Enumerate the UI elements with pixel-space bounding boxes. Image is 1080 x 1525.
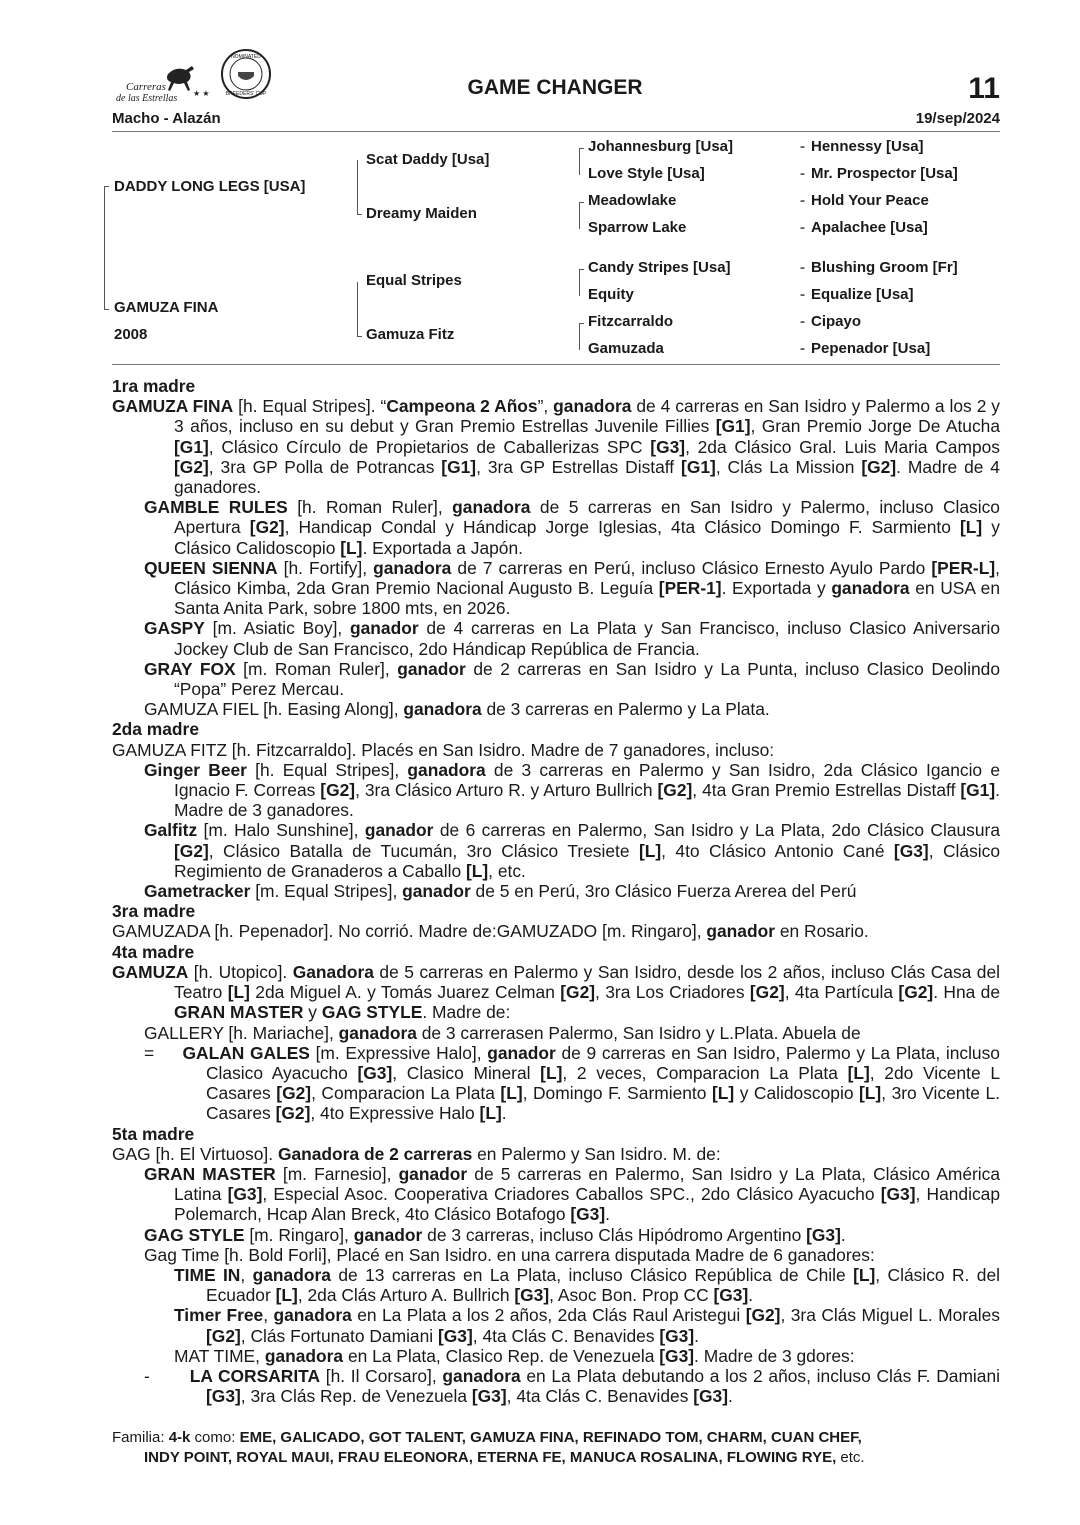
- bracket: [579, 269, 580, 296]
- divider-pedigree: [112, 364, 1000, 365]
- family-code: 4-k: [168, 1429, 191, 1446]
- bracket-tick: [104, 309, 109, 310]
- section-heading: 1ra madre: [112, 376, 196, 396]
- dam-name: GAMUZA FINA: [114, 299, 219, 316]
- produce-entry: GALLERY [h. Mariache], ganadora de 3 carrerasen Palermo, San Isidro y L.Plata. Abuela de: [144, 1022, 861, 1043]
- dam-entry: GAMUZA FINA [h. Equal Stripes]. “Campeona 2 Años”, ganadora de 4 carreras en San Isidro y Palermo a los 2 y 3 años, incluso en su debut y Gran Premio Estrellas Juvenile Fillies [G1], Gran Premio Jorge De Atucha [G1], Clásico Círculo de Propietarios de Caballerizas SPC [G3], 2da Clásico Gral. Luis Maria Campos [G2], 3ra GP Polla de Potrancas [G1], 3ra GP Estrellas Distaff [G1], Clás La Mission [G2]. Madre de 4 ganadores.: [112, 396, 1001, 498]
- section-heading: 2da madre: [112, 719, 199, 740]
- produce-entry: GAMBLE RULES [h. Roman Ruler], ganadora de 5 carreras en San Isidro y Palermo, incluso Clasico Apertura [G2], Handicap Condal y Hándicap Jorge Iglesias, 4ta Clásico Domingo F. Sarmiento [L] y Clásico Calidoscopio [L]. Exportada a Japón.: [144, 497, 1000, 558]
- dam-entry: GAMUZA FITZ [h. Fitzcarraldo]. Placés en San Isidro. Madre de 7 ganadores, incluso:: [112, 739, 775, 760]
- bracket: [579, 202, 580, 229]
- pedigree-gen2: Scat Daddy [Usa]: [366, 151, 490, 168]
- bracket: [579, 148, 580, 175]
- pedigree-gen4: Apalachee [Usa]: [811, 219, 928, 236]
- pedigree-gen4: Hold Your Peace: [811, 192, 929, 209]
- pedigree-gen4: Blushing Groom [Fr]: [811, 259, 958, 276]
- produce-entry: Gametracker [m. Equal Stripes], ganador de 5 en Perú, 3ro Clásico Fuerza Arerea del Perú: [144, 881, 857, 902]
- produce-record: [112, 376, 1000, 1406]
- dash: -: [800, 259, 805, 276]
- svg-text:BREEDERS' CUP: BREEDERS' CUP: [225, 91, 267, 97]
- svg-text:de las Estrellas: de las Estrellas: [116, 93, 178, 104]
- pedigree-gen4: Hennessy [Usa]: [811, 138, 924, 155]
- dash: -: [800, 286, 805, 303]
- bracket: [104, 186, 105, 310]
- produce-entry: GASPY [m. Asiatic Boy], ganador de 4 carreras en La Plata y San Francisco, incluso Clasico Aniversario Jockey Club de San Francisco, 2do Hándicap República de Francia.: [144, 618, 1000, 659]
- produce-entry: MAT TIME, ganadora en La Plata, Clasico Rep. de Venezuela [G3]. Madre de 3 gdores:: [174, 1345, 855, 1366]
- pedigree-table: [0, 0, 1080, 370]
- bracket-tick: [579, 202, 584, 203]
- bracket: [579, 323, 580, 350]
- section-heading: 5ta madre: [112, 1123, 195, 1144]
- pedigree-gen2: Gamuza Fitz: [366, 326, 455, 343]
- lot-number: 11: [968, 72, 1000, 105]
- dam-year: 2008: [114, 326, 148, 343]
- pedigree-gen3: Gamuzada: [588, 340, 664, 357]
- pedigree-gen3: Equity: [588, 286, 634, 303]
- dam-entry: GAMUZADA [h. Pepenador]. No corrió. Madre de:GAMUZADO [m. Ringaro], ganador en Rosario.: [112, 921, 869, 942]
- family-como: como:: [194, 1429, 236, 1446]
- dam-entry: GAG [h. El Virtuoso]. Ganadora de 2 carreras en Palermo y San Isidro. M. de:: [112, 1143, 721, 1164]
- produce-entry: GAG STYLE [m. Ringaro], ganador de 3 carreras, incluso Clás Hipódromo Argentino [G3].: [144, 1224, 846, 1245]
- pedigree-gen4: Mr. Prospector [Usa]: [811, 165, 958, 182]
- svg-text:★ ★: ★ ★: [193, 89, 210, 98]
- dash: -: [800, 313, 805, 330]
- pedigree-gen2: Dreamy Maiden: [366, 205, 477, 222]
- family-label: Familia:: [112, 1429, 165, 1446]
- svg-text:Carreras: Carreras: [126, 81, 166, 93]
- pedigree-gen3: Fitzcarraldo: [588, 313, 674, 330]
- pedigree-gen3: Candy Stripes [Usa]: [588, 259, 731, 276]
- pedigree-gen4: Equalize [Usa]: [811, 286, 914, 303]
- pedigree-gen3: Sparrow Lake: [588, 219, 687, 236]
- dash: -: [800, 219, 805, 236]
- bracket: [357, 282, 358, 336]
- pedigree-gen4: Pepenador [Usa]: [811, 340, 931, 357]
- produce-entry: Ginger Beer [h. Equal Stripes], ganadora de 3 carreras en Palermo y San Isidro, 2da Clásico Igancio e Ignacio F. Correas [G2], 3ra Clásico Arturo R. y Arturo Bullrich [G2], 4ta Gran Premio Estrellas Distaff [G1]. Madre de 3 ganadores.: [144, 759, 1000, 821]
- svg-text:NOMINATED: NOMINATED: [231, 54, 261, 60]
- pedigree-gen3: Love Style [Usa]: [588, 165, 705, 182]
- pedigree-gen3: Meadowlake: [588, 192, 677, 209]
- section-heading: 4ta madre: [112, 941, 195, 962]
- pedigree-gen3: Johannesburg [Usa]: [588, 138, 734, 155]
- produce-entry: TIME IN, ganadora de 13 carreras en La Plata, incluso Clásico República de Chile [L], Clásico R. del Ecuador [L], 2da Clás Arturo A. Bullrich [G3], Asoc Bon. Prop CC [G3].: [174, 1264, 1000, 1306]
- bracket-tick: [357, 214, 362, 215]
- bracket: [357, 160, 358, 214]
- section-heading: 3ra madre: [112, 901, 196, 922]
- dam-entry: GAMUZA [h. Utopico]. Ganadora de 5 carreras en Palermo y San Isidro, desde los 2 años, incluso Clás Casa del Teatro [L] 2da Miguel A. y Tomás Juarez Celman [G2], 3ra Los Criadores [G2], 4ta Partícula [G2]. Hna de GRAN MASTER y GAG STYLE. Madre de:: [112, 961, 1001, 1023]
- produce-entry: Gag Time [h. Bold Forli], Placé en San Isidro. en una carrera disputada Madre de 6 ganadores:: [144, 1244, 875, 1265]
- pedigree-gen2: Equal Stripes: [366, 272, 462, 289]
- dash: -: [800, 165, 805, 182]
- produce-entry: Timer Free, ganadora en La Plata a los 2 años, 2da Clás Raul Aristegui [G2], 3ra Clás Miguel L. Morales [G2], Clás Fortunato Damiani [G3], 4ta Clás C. Benavides [G3].: [174, 1305, 1000, 1346]
- produce-entry: = GALAN GALES [m. Expressive Halo], ganador de 9 carreras en San Isidro, Palermo y La Plata, incluso Clasico Ayacucho [G3], Clasico Mineral [L], 2 veces, Comparacion La Plata [L], 2do Vicente L Casares [G2], Comparacion La Plata [L], Domingo F. Sarmiento [L] y Calidoscopio [L], 3ro Vicente L. Casares [G2], 4to Expressive Halo [L].: [144, 1042, 1000, 1124]
- bracket-tick: [579, 323, 584, 324]
- produce-entry: - LA CORSARITA [h. Il Corsaro], ganadora en La Plata debutando a los 2 años, incluso Clás F. Damiani [G3], 3ra Clás Rep. de Venezuela [G3], 4ta Clás C. Benavides [G3].: [144, 1365, 1000, 1407]
- family-members-line1: EME, GALICADO, GOT TALENT, GAMUZA FINA, REFINADO TOM, CHARM, CUAN CHEF,: [239, 1429, 862, 1446]
- sire-name: DADDY LONG LEGS [USA]: [114, 178, 306, 195]
- dash: -: [800, 340, 805, 357]
- bracket-tick: [579, 269, 584, 270]
- pedigree-gen4: Cipayo: [811, 313, 862, 330]
- produce-entry: Galfitz [m. Halo Sunshine], ganador de 6 carreras en Palermo, San Isidro y La Plata, 2do Clásico Clausura [G2], Clásico Batalla de Tucumán, 3ro Clásico Tresiete [L], 4to Clásico Antonio Cané [G3], Clásico Regimiento de Granaderos a Caballo [L], etc.: [144, 820, 1000, 881]
- family-etc: etc.: [840, 1449, 865, 1466]
- produce-entry: GRAY FOX [m. Roman Ruler], ganador de 2 carreras en San Isidro y La Punta, incluso Clasico Deolindo “Popa” Perez Mercau.: [144, 658, 1000, 700]
- produce-entry: GAMUZA FIEL [h. Easing Along], ganadora de 3 carreras en Palermo y La Plata.: [144, 699, 770, 720]
- family-footer: [112, 1428, 1000, 1468]
- produce-entry: GRAN MASTER [m. Farnesio], ganador de 5 carreras en Palermo, San Isidro y La Plata, Clásico América Latina [G3], Especial Asoc. Cooperativa Criadores Caballos SPC., 2do Clásico Ayacucho [G3], Handicap Polemarch, Hcap Alan Breck, 4to Clásico Botafogo [G3].: [144, 1163, 1001, 1225]
- produce-entry: QUEEN SIENNA [h. Fortify], ganadora de 7 carreras en Perú, incluso Clásico Ernesto Ayulo Pardo [PER-L], Clásico Kimba, 2da Gran Premio Nacional Augusto B. Leguía [PER-1]. Exportada y ganadora en USA en Santa Anita Park, sobre 1800 mts, en 2026.: [144, 557, 1000, 619]
- dash: -: [800, 138, 805, 155]
- sale-date: 19/sep/2024: [915, 110, 1000, 127]
- bracket-tick: [357, 336, 362, 337]
- horse-name: GAME CHANGER: [467, 76, 643, 99]
- bracket-tick: [579, 148, 584, 149]
- bracket-tick: [104, 186, 109, 187]
- family-members-line2: INDY POINT, ROYAL MAUI, FRAU ELEONORA, ETERNA FE, MANUCA ROSALINA, FLOWING RYE,: [144, 1449, 837, 1466]
- dash: -: [800, 192, 805, 209]
- sex-color: Macho - Alazán: [112, 110, 221, 127]
